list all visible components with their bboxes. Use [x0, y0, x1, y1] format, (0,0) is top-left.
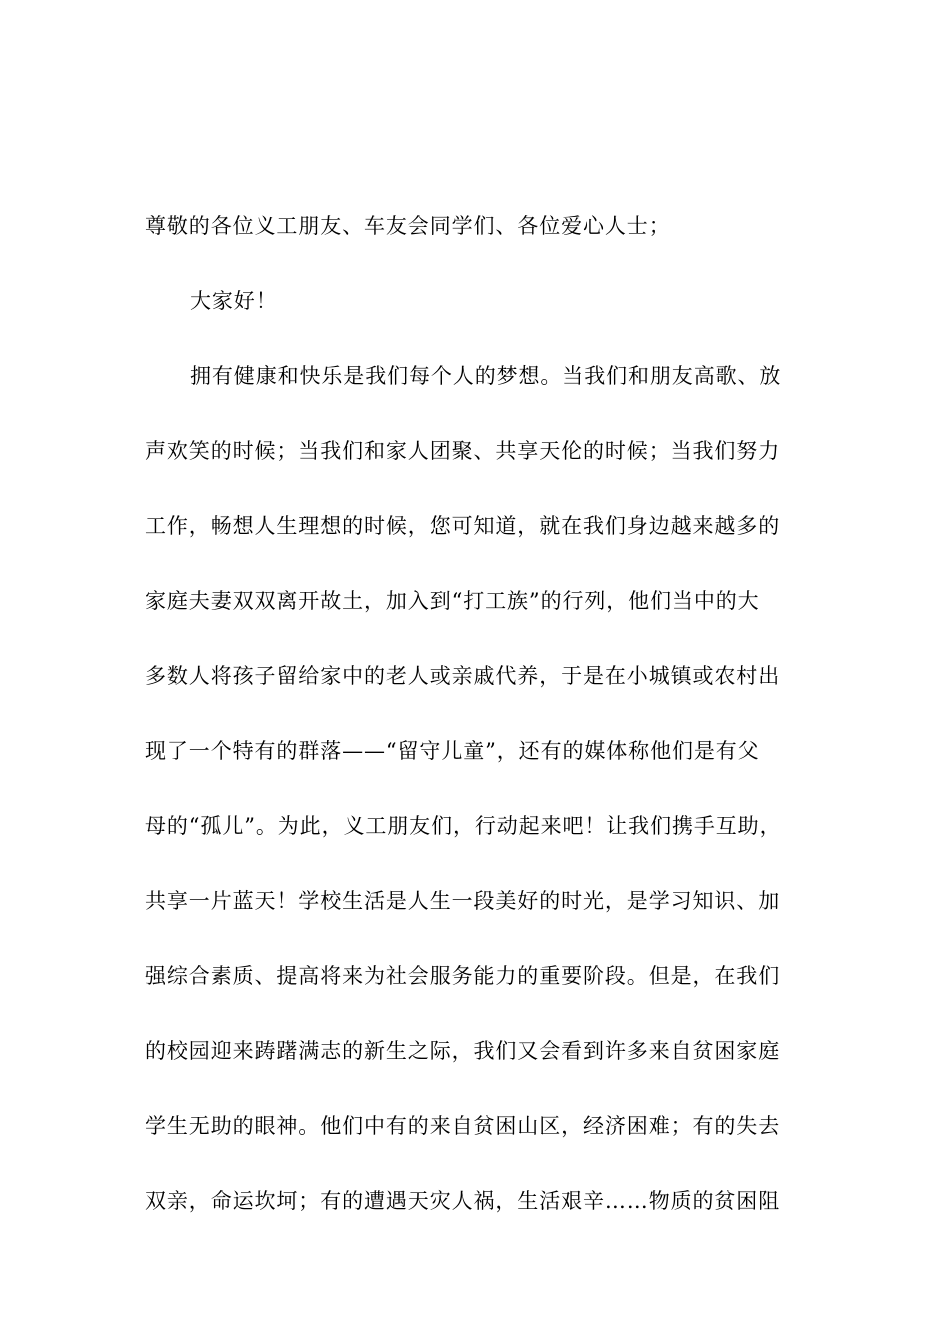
salutation-line: 尊敬的各位义工朋友、车友会同学们、各位爱心人士；: [145, 214, 671, 238]
body-line-4: 家庭夫妻双双离开故土，加入到“打工族”的行列，他们当中的大: [145, 589, 760, 613]
body-line-12: 双亲，命运坎坷；有的遭遇天灾人祸，生活艰辛……物质的贫困阻: [145, 1189, 781, 1213]
body-line-5: 多数人将孩子留给家中的老人或亲戚代养，于是在小城镇或农村出: [145, 664, 781, 688]
body-line-6: 现了一个特有的群落——“留守儿童”，还有的媒体称他们是有父: [145, 739, 760, 763]
body-line-9: 强综合素质、提高将来为社会服务能力的重要阶段。但是，在我们: [145, 964, 781, 988]
body-line-8: 共享一片蓝天！学校生活是人生一段美好的时光，是学习知识、加: [145, 889, 781, 913]
body-line-11: 学生无助的眼神。他们中有的来自贫困山区，经济困难；有的失去: [145, 1114, 781, 1138]
body-line-10: 的校园迎来踌躇满志的新生之际，我们又会看到许多来自贫困家庭: [145, 1039, 781, 1063]
body-line-7: 母的“孤儿”。为此，义工朋友们，行动起来吧！让我们携手互助，: [145, 814, 782, 838]
greeting-line: 大家好！: [190, 289, 278, 313]
body-line-3: 工作，畅想人生理想的时候，您可知道，就在我们身边越来越多的: [145, 514, 781, 538]
body-line-2: 声欢笑的时候；当我们和家人团聚、共享天伦的时候；当我们努力: [145, 439, 781, 463]
body-line-1: 拥有健康和快乐是我们每个人的梦想。当我们和朋友高歌、放: [190, 364, 782, 388]
